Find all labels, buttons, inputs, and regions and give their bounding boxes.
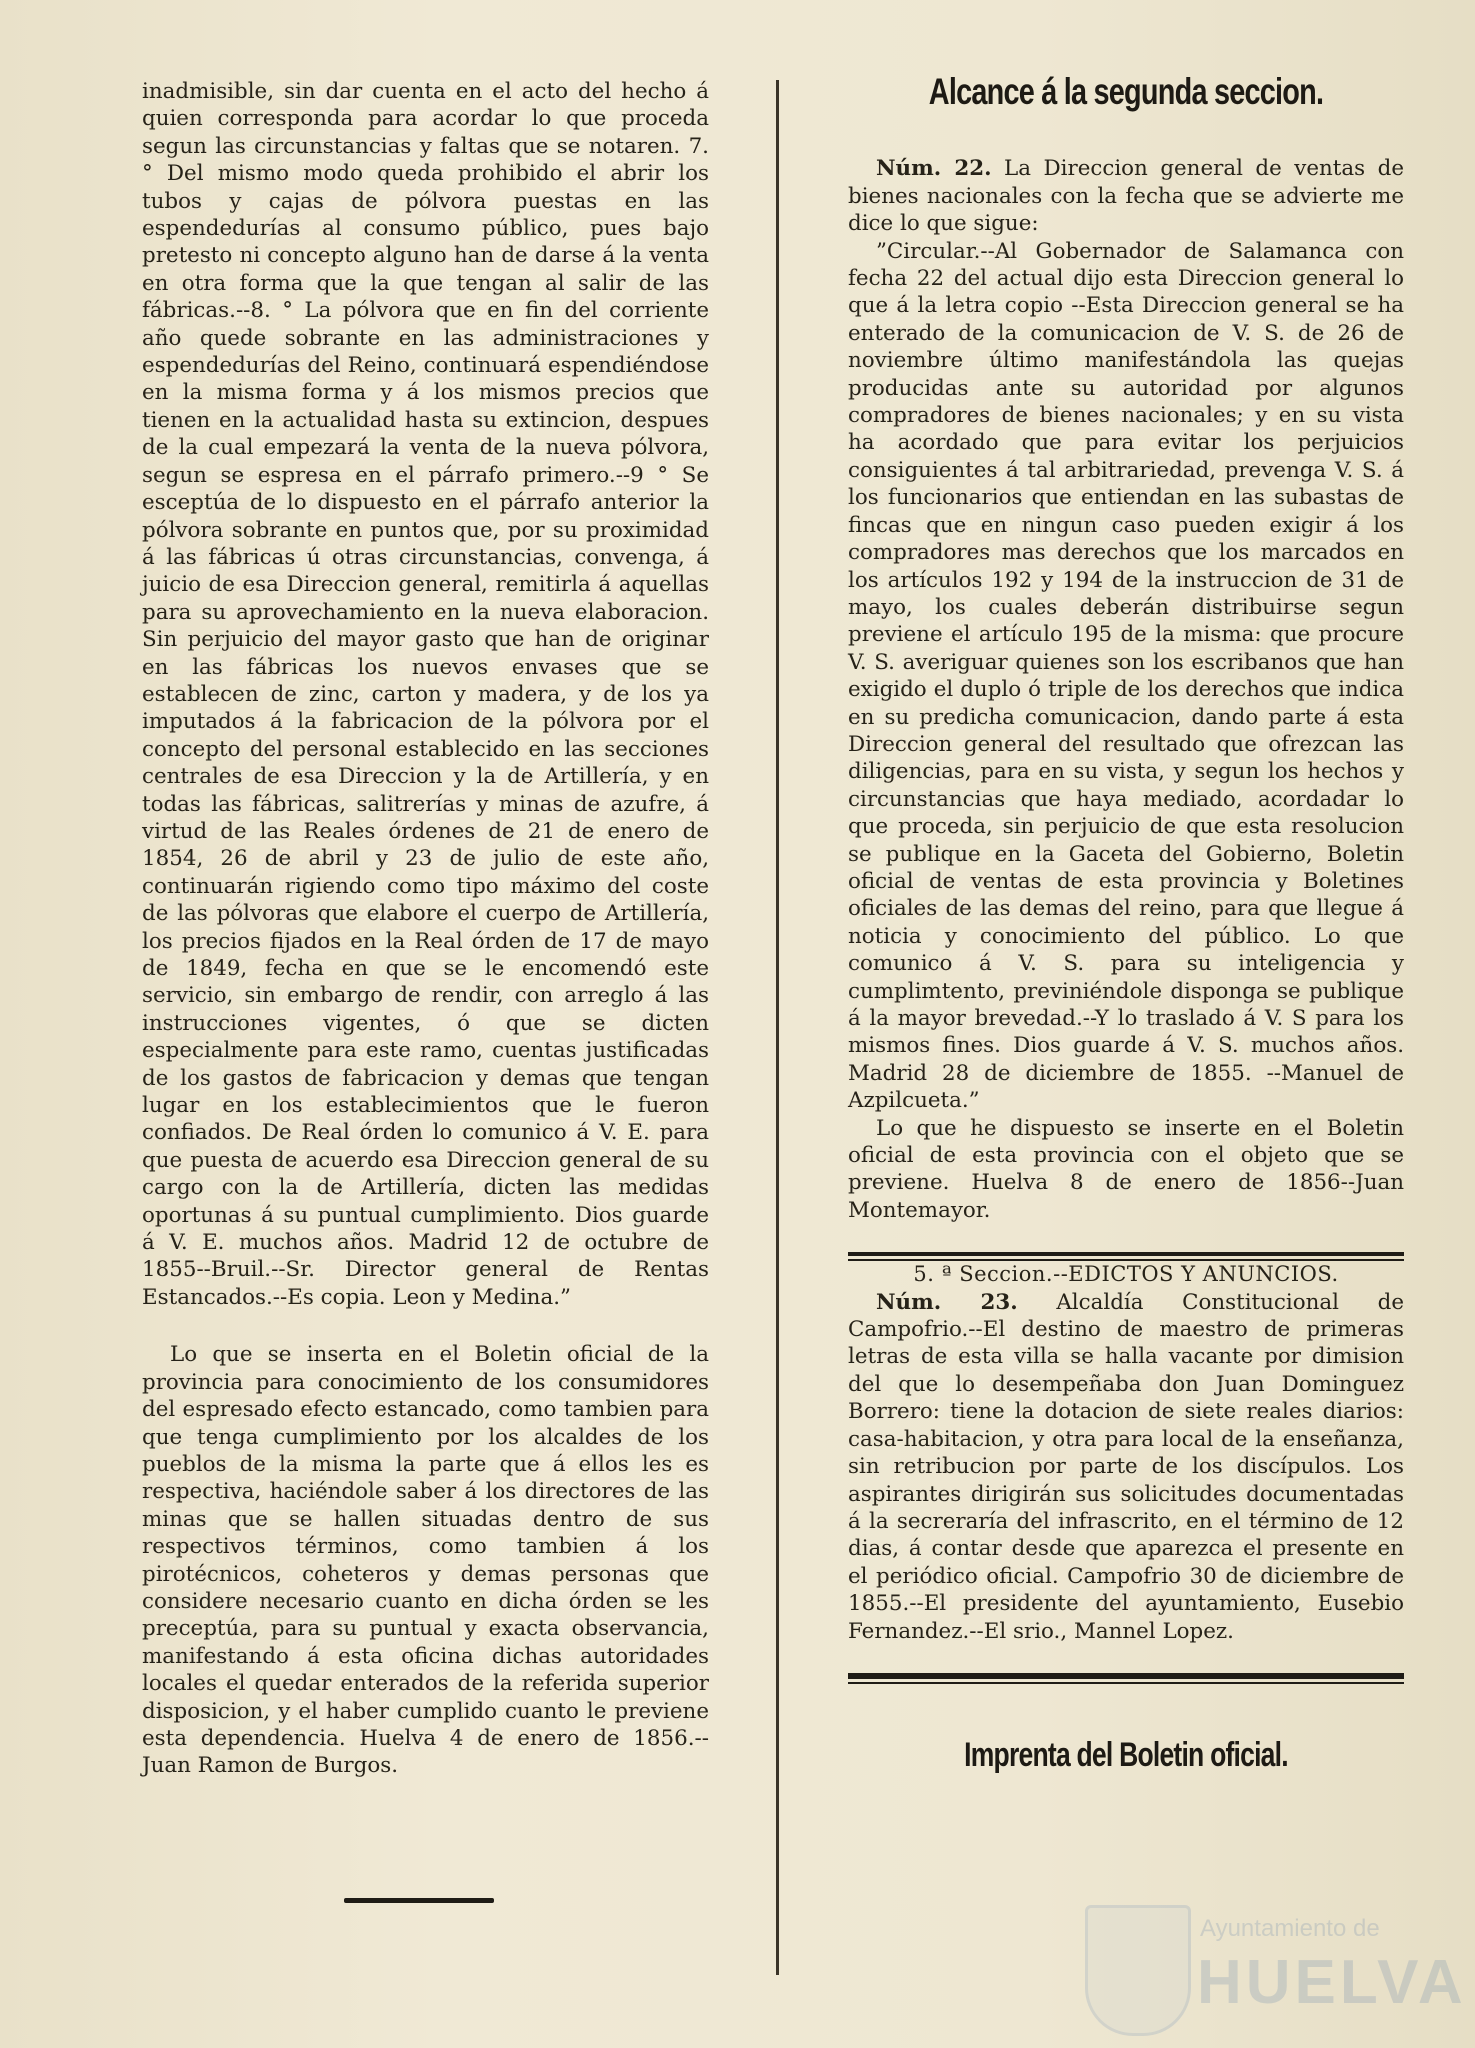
watermark-line-2: HUELVA [1197, 1948, 1467, 2017]
item-23-body: Alcaldía Constitucional de Campofrio.--El destino de maestro de primeras letras de esta villa se halla vacante por dimision del que lo desempeñaba don Juan Dominguez Borrero: tiene la dotacion de siete reales diarios: casa-habitacion, y otra para local de la enseñanza, sin retribucion por parte de los discípulos. Los aspirantes dirigirán sus solicitudes documentadas á la secreraría del infrascrito, en el término de 12 dias, á contar desde que aparezca el presente en el periódico oficial. Campofrio 30 de diciembre de 1855.--El presidente del ayuntamiento, Eusebio Fernandez.--El srio., Mannel Lopez. [848, 1289, 1404, 1644]
section-heading: Alcance á la segunda seccion. [928, 71, 1324, 112]
watermark-line-1: Ayuntamiento de [1200, 1915, 1380, 1942]
left-column [142, 78, 709, 1780]
column-divider [776, 80, 779, 1975]
double-rule-2 [848, 1673, 1404, 1684]
left-paragraph-1: inadmisible, sin dar cuenta en el acto del hecho á quien corresponda para acordar lo que proceda segun las circunstancias y faltas que se notaren. 7. ° Del mismo modo queda prohibido el abrir los tubos y cajas de pólvora puestas en las espendedurías al consumo público, pues bajo pretesto ni concepto alguno han de darse á la venta en otra forma que la que tengan al salir de las fábricas.--8. ° La pólvora que en fin del corriente año quede sobrante en las administraciones y espendedurías del Reino, continuará espendiéndose en la misma forma y á los mismos precios que tienen en la actualidad hasta su extincion, despues de la cual empezará la venta de la nueva pólvora, segun se espresa en el párrafo primero.--9 ° Se esceptúa de lo dispuesto en el párrafo anterior la pólvora sobrante en puntos que, por su proximidad á las fábricas ú otras circunstancias, convenga, á juicio de esa Direccion general, remitirla á aquellas para su aprovechamiento en la nueva elaboracion. Sin perjuicio del mayor gasto que han de originar en las fábricas los nuevos envases que se establecen de zinc, carton y madera, y de los ya imputados á la fabricacion de la pólvora por el concepto del personal establecido en las secciones centrales de esa Direccion y la de Artillería, y en todas las fábricas, salitrerías y minas de azufre, á virtud de las Reales órdenes de 21 de enero de 1854, 26 de abril y 23 de julio de este año, continuarán rigiendo como tipo máximo del coste de las pólvoras que elabore el cuerpo de Artillería, los precios fijados en la Real órden de 17 de mayo de 1849, fecha en que se le encomendó este servicio, sin embargo de rendir, con arreglo á las instrucciones vigentes, ó que se dicten especialmente para este ramo, cuentas justificadas de los gastos de fabricacion y demas que tengan lugar en los establecimientos que le fueron confiados. De Real órden lo comunico á V. E. para que puesta de acuerdo esa Direccion general de su cargo con la de Artillería, dicten las medidas oportunas á su puntual cumplimiento. Dios guarde á V. E. muchos años. Madrid 12 de octubre de 1855--Bruil.--Sr. Director general de Rentas Estancados.--Es copia. Leon y Medina.” [142, 79, 709, 1310]
item-22-number: Núm. 22. [876, 156, 992, 182]
double-rule-1 [848, 1252, 1404, 1261]
watermark [1085, 1905, 1467, 2035]
section-5-title: 5. ª Seccion.--EDICTOS Y ANUNCIOS. [913, 1262, 1339, 1287]
item-22-body: ”Circular.--Al Gobernador de Salamanca con fecha 22 del actual dijo esta Direccion general lo que á la letra copio --Esta Direccion general se ha enterado de la comunicacion de V. S. de 26 de noviembre último manifestándola las quejas producidas ante su autoridad por algunos compradores de bienes nacionales; y en su vista ha acordado que para evitar los perjuicios consiguientes á tal arbitrariedad, prevenga V. S. á los funcionarios que entiendan en las subastas de fincas que en ningun caso pueden exigir á los compradores mas derechos que los marcados en los artículos 192 y 194 de la instruccion de 31 de mayo, los cuales deberán distribuirse segun previene el artículo 195 de la misma: que procure V. S. averiguar quienes son los escribanos que han exigido el duplo ó triple de los derechos que indica en su predicha comunicacion, dando parte á esta Direccion general del resultado que ofrezcan las diligencias, para en su vista, y segun los hechos y circunstancias que haya mediado, acordadar lo que proceda, sin perjuicio de que esta resolucion se publique en la Gaceta del Gobierno, Boletin oficial de ventas de esta provincia y Boletines oficiales de las demas del reino, para que llegue á noticia y conocimiento del público. Lo que comunico á V. S. para su inteligencia y cumplimtento, previniéndole disponga se publique á la mayor brevedad.--Y lo traslado á V. S para los mismos fines. Dios guarde á V. S. muchos años. Madrid 28 de diciembre de 1855. --Manuel de Azpilcueta.” [848, 238, 1404, 1114]
item-23-number: Núm. 23. [876, 1289, 1018, 1315]
left-closing-rule [344, 1898, 494, 1903]
coat-of-arms-icon [1085, 1905, 1191, 2036]
left-paragraph-2: Lo que se inserta en el Boletin oficial de la provincia para conocimiento de los consumidores del espresado efecto estancado, como tambien para que tenga cumplimiento por los alcaldes de los pueblos de la misma la parte que á ellos les es respectiva, haciéndole saber á los directores de las minas que se hallen situadas dentro de sus respectivos términos, como tambien á los pirotécnicos, coheteros y demas personas que considere necesario cuanto en dicha órden se les preceptúa, para su puntual y exacta observancia, manifestando á esta oficina dichas autoridades locales el quedar enterados de la referida superior disposicion, y el haber cumplido cuanto le previene esta dependencia. Huelva 4 de enero de 1856.--Juan Ramon de Burgos. [142, 1342, 709, 1779]
printer-footer: Imprenta del Boletin oficial. [964, 1735, 1288, 1774]
item-22-closing: Lo que he dispuesto se inserte en el Boletin oficial de esta provincia con el objeto que se previene. Huelva 8 de enero de 1856--Juan Montemayor. [848, 1115, 1404, 1223]
item-22-intro-text: La Direccion general de ventas de bienes nacionales con la fecha que se advierte me dice lo que sigue: [848, 156, 1404, 237]
item-22-intro [848, 155, 1404, 237]
right-column [848, 71, 1404, 1774]
item-23 [848, 1289, 1404, 1645]
